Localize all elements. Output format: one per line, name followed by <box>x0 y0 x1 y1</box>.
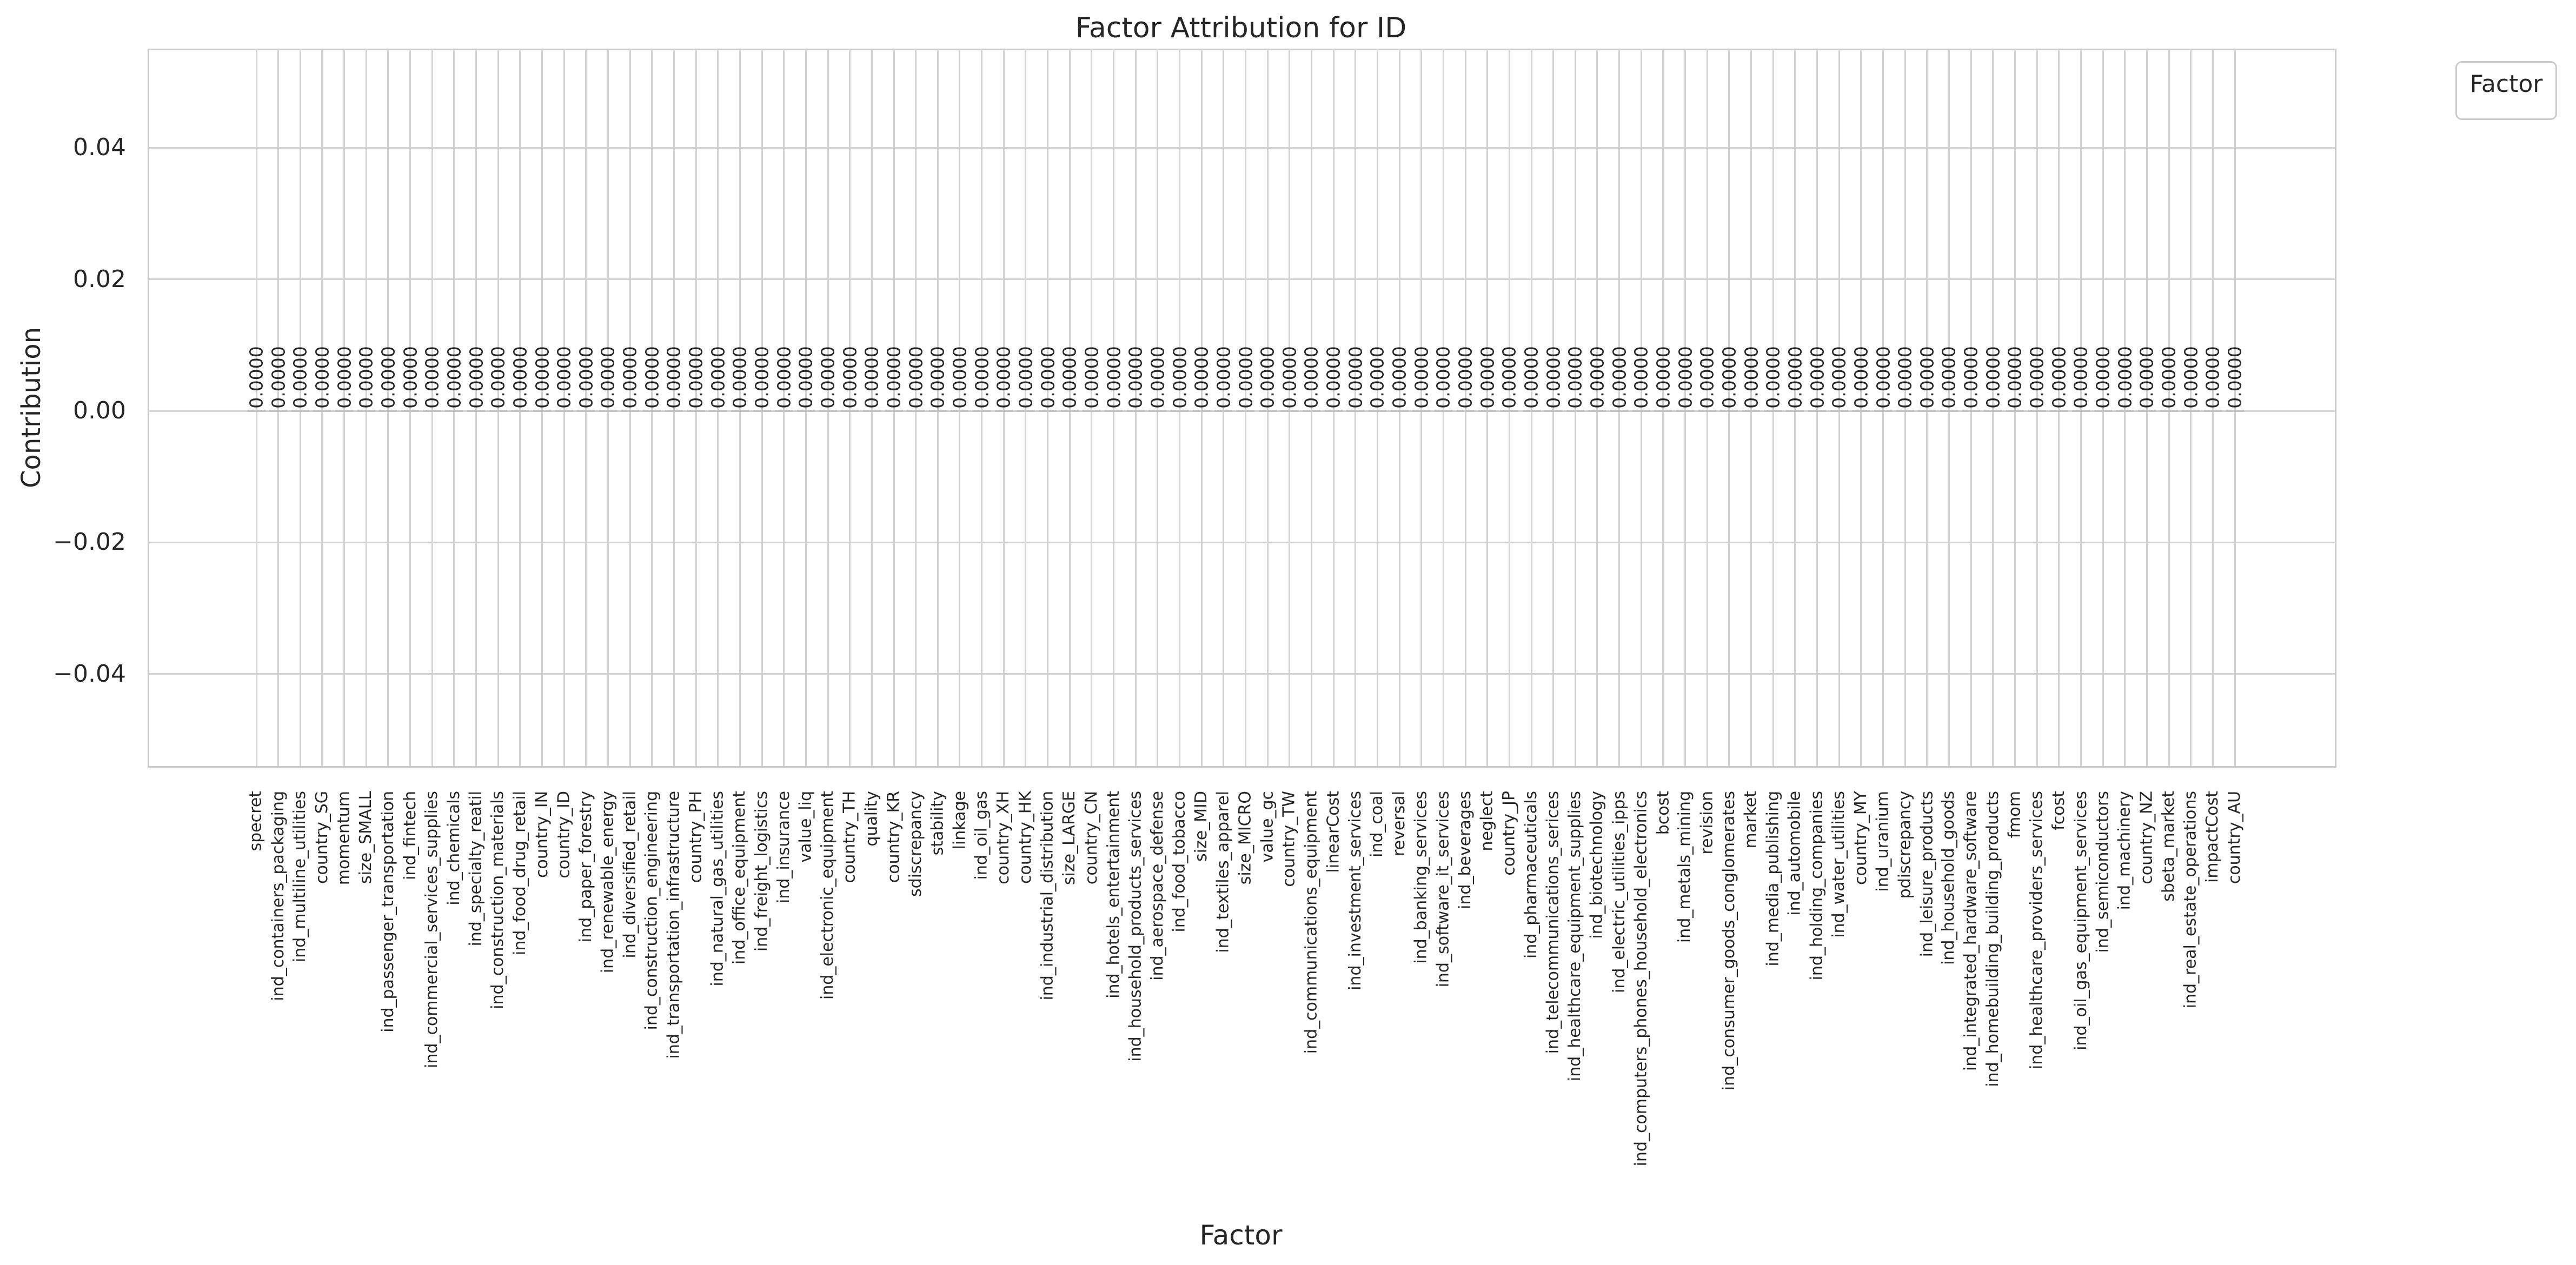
bar <box>2006 410 2024 412</box>
x-tick-label: ind_electric_utilities_ipps <box>1609 791 1629 994</box>
bar <box>1984 410 2002 412</box>
bar <box>2050 410 2068 412</box>
bar-value-label: 0.0000 <box>1037 346 1059 409</box>
x-tick-label: ind_media_publishing <box>1763 791 1783 967</box>
bar-value-label: 0.0000 <box>421 346 443 409</box>
bar-value-label: 0.0000 <box>1477 346 1498 409</box>
x-tick-label: ind_food_drug_retail <box>510 791 529 956</box>
bar-value-label: 0.0000 <box>1147 346 1169 409</box>
bar-value-label: 0.0000 <box>861 346 882 409</box>
bar-value-label: 0.0000 <box>2114 346 2136 409</box>
x-tick-label: ind_computers_phones_household_electronics <box>1631 791 1651 1167</box>
bar-value-label: 0.0000 <box>245 346 267 409</box>
y-tick-label: 0.02 <box>73 265 126 293</box>
bar <box>1171 410 1189 412</box>
bar <box>467 410 485 412</box>
bar-value-label: 0.0000 <box>1235 346 1256 409</box>
bar <box>2094 410 2112 412</box>
x-tick-label: ind_communications_equipment <box>1302 791 1321 1054</box>
bar <box>951 410 968 412</box>
x-tick-label: ind_fintech <box>400 791 420 881</box>
bar-value-label: 0.0000 <box>443 346 465 409</box>
bar-value-label: 0.0000 <box>400 346 421 409</box>
bar-value-label: 0.0000 <box>2048 346 2070 409</box>
x-tick-label: stability <box>928 791 947 856</box>
bar-value-label: 0.0000 <box>993 346 1014 409</box>
x-tick-label: ind_software_it_services <box>1433 791 1453 988</box>
bar <box>2160 410 2178 412</box>
bar-value-label: 0.0000 <box>949 346 971 409</box>
bar-value-label: 0.0000 <box>1696 346 1718 409</box>
bar-value-label: 0.0000 <box>1521 346 1542 409</box>
bar <box>1369 410 1386 412</box>
x-tick-label: country_PH <box>686 791 706 883</box>
chart-title: Factor Attribution for ID <box>1075 12 1407 44</box>
bar <box>797 410 815 412</box>
bar <box>577 410 595 412</box>
bar <box>1632 410 1650 412</box>
bar <box>2072 410 2090 412</box>
x-tick-label: ind_chemicals <box>444 791 463 906</box>
bar-value-label: 0.0000 <box>2026 346 2048 409</box>
bar <box>687 410 705 412</box>
bar-value-label: 0.0000 <box>268 346 289 409</box>
bar <box>2226 410 2244 412</box>
bar <box>775 410 793 412</box>
bar <box>1017 410 1034 412</box>
x-tick-label: ind_healthcare_equipment_supplies <box>1565 791 1585 1082</box>
x-tick-label: reversal <box>1390 791 1409 857</box>
bar <box>599 410 617 412</box>
bar-value-label: 0.0000 <box>1103 346 1125 409</box>
bar <box>819 410 837 412</box>
bar-value-label: 0.0000 <box>355 346 377 409</box>
bar <box>335 410 353 412</box>
bar-value-label: 0.0000 <box>1873 346 1894 409</box>
x-tick-label: ind_hotels_entertainment <box>1104 791 1123 998</box>
bar <box>1193 410 1211 412</box>
x-tick-label: country_NZ <box>2137 791 2156 884</box>
x-tick-label: ind_automobile <box>1785 791 1804 916</box>
bar-value-label: 0.0000 <box>2158 346 2180 409</box>
bar <box>445 410 463 412</box>
bar <box>489 410 507 412</box>
x-tick-label: momentum <box>334 791 354 886</box>
bar <box>1764 410 1782 412</box>
bar <box>1808 410 1826 412</box>
x-tick-label: ind_household_goods <box>1939 791 1958 966</box>
bar-value-label: 0.0000 <box>2070 346 2092 409</box>
bar <box>1698 410 1716 412</box>
bar-value-label: 0.0000 <box>2202 346 2223 409</box>
bar <box>1237 410 1254 412</box>
bar-value-label: 0.0000 <box>532 346 553 409</box>
bar <box>313 410 331 412</box>
bar-value-label: 0.0000 <box>795 346 816 409</box>
bar-value-label: 0.0000 <box>1586 346 1608 409</box>
bar <box>248 410 265 412</box>
bar-value-label: 0.0000 <box>1213 346 1234 409</box>
bar <box>863 410 881 412</box>
bar-value-label: 0.0000 <box>1345 346 1366 409</box>
x-tick-label: market <box>1741 791 1761 849</box>
bar <box>1391 410 1409 412</box>
bar <box>753 410 771 412</box>
bar <box>1259 410 1277 412</box>
bar <box>1523 410 1541 412</box>
x-tick-label: ind_oil_gas <box>972 791 991 880</box>
bar-value-label: 0.0000 <box>1762 346 1784 409</box>
bar-value-label: 0.0000 <box>1718 346 1740 409</box>
x-tick-label: ind_transportation_infrastructure <box>664 791 683 1059</box>
bar-value-label: 0.0000 <box>1366 346 1388 409</box>
x-tick-label: linkage <box>950 791 969 850</box>
bar <box>907 410 925 412</box>
x-tick-label: ind_water_utilities <box>1829 791 1849 938</box>
legend-title: Factor <box>2469 70 2543 98</box>
bar <box>511 410 529 412</box>
bar <box>1061 410 1079 412</box>
bar <box>2182 410 2200 412</box>
bar <box>1566 410 1584 412</box>
bar <box>1501 410 1518 412</box>
bar-value-label: 0.0000 <box>1191 346 1212 409</box>
x-tick-label: ind_investment_services <box>1345 791 1365 990</box>
x-tick-label: ind_specialty_reatil <box>466 791 486 947</box>
x-tick-label: ind_integrated_hardware_software <box>1961 791 1981 1071</box>
bar <box>269 410 287 412</box>
x-tick-label: ind_leisure_products <box>1917 791 1936 957</box>
bar-value-label: 0.0000 <box>1850 346 1872 409</box>
bar <box>1412 410 1430 412</box>
y-tick-label: 0.04 <box>73 134 126 162</box>
bar-value-label: 0.0000 <box>377 346 399 409</box>
bar-value-label: 0.0000 <box>1015 346 1037 409</box>
x-tick-label: ind_construction_materials <box>488 791 508 1009</box>
x-tick-label: ind_healthcare_providers_services <box>2027 791 2047 1070</box>
bar-value-label: 0.0000 <box>1059 346 1080 409</box>
x-tick-label: ind_consumer_goods_conglomerates <box>1719 791 1738 1091</box>
x-tick-label: ind_freight_logistics <box>752 791 772 952</box>
bar-value-label: 0.0000 <box>289 346 311 409</box>
x-tick-label: size_SMALL <box>356 791 376 884</box>
bar-value-label: 0.0000 <box>685 346 707 409</box>
bar <box>2138 410 2156 412</box>
bar <box>1918 410 1936 412</box>
y-tick-label: −0.04 <box>53 660 126 688</box>
y-tick-label: 0.00 <box>73 397 126 424</box>
bar <box>929 410 947 412</box>
x-tick-label: ind_electronic_equipment <box>818 791 838 1000</box>
x-tick-label: neglect <box>1477 791 1497 851</box>
bar-value-label: 0.0000 <box>466 346 487 409</box>
x-tick-label: ind_construction_engineering <box>642 791 661 1030</box>
bar-value-label: 0.0000 <box>1389 346 1410 409</box>
bar-value-label: 0.0000 <box>1081 346 1103 409</box>
x-tick-label: ind_coal <box>1367 791 1387 857</box>
x-tick-label: ind_metals_mining <box>1675 791 1695 943</box>
bar <box>1083 410 1100 412</box>
bar <box>1610 410 1628 412</box>
bar <box>1346 410 1364 412</box>
bar-value-label: 0.0000 <box>2224 346 2246 409</box>
bar-value-label: 0.0000 <box>1125 346 1146 409</box>
bar <box>731 410 749 412</box>
x-tick-label: ind_banking_services <box>1411 791 1431 964</box>
bar-value-label: 0.0000 <box>927 346 948 409</box>
x-tick-label: impactCost <box>2203 791 2222 883</box>
bar-value-label: 0.0000 <box>575 346 597 409</box>
bar <box>709 410 727 412</box>
bar-value-label: 0.0000 <box>553 346 575 409</box>
bar <box>423 410 441 412</box>
bar <box>1435 410 1452 412</box>
bar-value-label: 0.0000 <box>1741 346 1762 409</box>
bar <box>1962 410 1980 412</box>
bar-value-label: 0.0000 <box>1807 346 1828 409</box>
bar <box>995 410 1013 412</box>
bar <box>1830 410 1848 412</box>
x-tick-label: country_AU <box>2225 791 2244 884</box>
bar <box>1940 410 1958 412</box>
x-tick-label: size_MICRO <box>1236 791 1255 885</box>
bar <box>1303 410 1320 412</box>
bar-value-label: 0.0000 <box>2180 346 2202 409</box>
bar <box>1742 410 1760 412</box>
x-tick-label: bcost <box>1653 791 1672 835</box>
bar <box>291 410 309 412</box>
bar <box>1654 410 1672 412</box>
bar-value-label: 0.0000 <box>839 346 861 409</box>
x-tick-label: ind_aerospace_defense <box>1147 791 1167 981</box>
bar <box>665 410 683 412</box>
x-tick-label: country_MY <box>1851 791 1870 885</box>
x-tick-label: ind_holding_companies <box>1807 791 1827 981</box>
bar-value-label: 0.0000 <box>641 346 663 409</box>
bar <box>1544 410 1562 412</box>
bar <box>1852 410 1870 412</box>
bar <box>1280 410 1298 412</box>
bar-value-label: 0.0000 <box>905 346 927 409</box>
x-tick-label: ind_renewable_energy <box>598 791 618 974</box>
x-tick-label: ind_pharmaceuticals <box>1522 791 1541 959</box>
x-tick-label: fcost <box>2049 791 2068 830</box>
bar-value-label: 0.0000 <box>509 346 531 409</box>
bar-value-label: 0.0000 <box>773 346 795 409</box>
bar <box>1457 410 1475 412</box>
bar-value-label: 0.0000 <box>1323 346 1344 409</box>
x-tick-label: value_gc <box>1258 791 1277 863</box>
bar-value-label: 0.0000 <box>311 346 333 409</box>
x-tick-label: country_IN <box>532 791 552 878</box>
x-tick-label: value_liq <box>796 791 815 863</box>
bar-value-label: 0.0000 <box>1169 346 1191 409</box>
x-tick-label: linearCost <box>1324 791 1343 873</box>
x-tick-label: sbeta_market <box>2159 791 2179 902</box>
x-tick-label: sdiscrepancy <box>906 791 925 897</box>
bar-value-label: 0.0000 <box>1455 346 1476 409</box>
bar-value-label: 0.0000 <box>1982 346 2004 409</box>
x-tick-label: ind_industrial_distribution <box>1038 791 1057 1001</box>
bar <box>885 410 903 412</box>
x-tick-label: ind_office_equipment <box>730 791 749 965</box>
bar-value-label: 0.0000 <box>1916 346 1938 409</box>
bar-value-label: 0.0000 <box>1257 346 1278 409</box>
bar <box>379 410 397 412</box>
bar-value-label: 0.0000 <box>1630 346 1652 409</box>
x-axis-title: Factor <box>1199 1220 1283 1251</box>
x-tick-label: ind_passenger_transportation <box>378 791 397 1033</box>
bar-value-label: 0.0000 <box>2004 346 2026 409</box>
bar <box>841 410 859 412</box>
bar-value-label: 0.0000 <box>1652 346 1674 409</box>
bar-value-label: 0.0000 <box>751 346 773 409</box>
bar <box>1127 410 1145 412</box>
bar-value-label: 0.0000 <box>619 346 641 409</box>
bar <box>357 410 375 412</box>
x-tick-label: ind_textiles_apparel <box>1213 791 1233 953</box>
bar-value-label: 0.0000 <box>729 346 751 409</box>
bar-value-label: 0.0000 <box>597 346 619 409</box>
bar-value-label: 0.0000 <box>1279 346 1300 409</box>
x-tick-label: ind_food_tobacco <box>1170 791 1189 933</box>
x-tick-label: ind_beverages <box>1456 791 1475 909</box>
bar <box>1105 410 1123 412</box>
x-tick-label: country_CN <box>1081 791 1101 885</box>
bar-value-label: 0.0000 <box>1432 346 1454 409</box>
bar <box>2116 410 2134 412</box>
bar-value-label: 0.0000 <box>1300 346 1322 409</box>
bar-value-label: 0.0000 <box>334 346 355 409</box>
bar-value-label: 0.0000 <box>663 346 685 409</box>
bar-value-label: 0.0000 <box>1564 346 1586 409</box>
bar <box>401 410 419 412</box>
x-tick-label: size_LARGE <box>1060 791 1079 886</box>
x-tick-label: ind_diversified_retail <box>620 791 640 958</box>
bar <box>2204 410 2222 412</box>
bar-value-label: 0.0000 <box>1938 346 1960 409</box>
bar <box>1214 410 1232 412</box>
x-tick-label: country_JP <box>1499 791 1519 876</box>
x-tick-label: ind_homebuilding_building_products <box>1983 791 2002 1087</box>
bar-value-label: 0.0000 <box>1543 346 1564 409</box>
bar-value-label: 0.0000 <box>1411 346 1432 409</box>
x-tick-label: ind_multiline_utilities <box>290 791 310 963</box>
bar <box>1896 410 1914 412</box>
x-tick-label: country_XH <box>994 791 1013 884</box>
bar <box>2028 410 2046 412</box>
bar-value-label: 0.0000 <box>1609 346 1630 409</box>
x-tick-label: ind_containers_packaging <box>268 791 288 1001</box>
x-tick-label: ind_uranium <box>1873 791 1893 892</box>
x-tick-label: country_ID <box>554 791 574 878</box>
bar-value-label: 0.0000 <box>1675 346 1696 409</box>
x-tick-label: country_KR <box>884 791 904 883</box>
x-tick-label: ind_real_estate_operations <box>2181 791 2200 1009</box>
bar-value-label: 0.0000 <box>971 346 993 409</box>
bar <box>1325 410 1343 412</box>
x-tick-label: size_MID <box>1192 791 1211 862</box>
bar-value-label: 0.0000 <box>1498 346 1520 409</box>
x-tick-label: ind_insurance <box>774 791 793 904</box>
bar-value-label: 0.0000 <box>707 346 729 409</box>
bar-value-label: 0.0000 <box>1784 346 1806 409</box>
x-tick-label: ind_commercial_services_supplies <box>422 791 442 1068</box>
bar <box>1478 410 1496 412</box>
x-tick-label: fmom <box>2005 791 2024 838</box>
x-tick-label: ind_machinery <box>2115 791 2134 910</box>
bar <box>555 410 573 412</box>
bar <box>1786 410 1804 412</box>
x-tick-label: ind_semiconductors <box>2093 791 2113 953</box>
x-tick-label: ind_telecommunications_serices <box>1543 791 1563 1054</box>
x-tick-label: ind_biotechnology <box>1588 791 1606 939</box>
bar <box>1874 410 1892 412</box>
bar-value-label: 0.0000 <box>1828 346 1850 409</box>
x-tick-label: quality <box>862 791 881 847</box>
x-tick-label: country_SG <box>312 791 331 884</box>
x-tick-label: specret <box>247 791 265 851</box>
bar-value-label: 0.0000 <box>817 346 839 409</box>
x-tick-label: revision <box>1697 791 1717 855</box>
bar-value-label: 0.0000 <box>883 346 905 409</box>
x-tick-label: ind_natural_gas_utilities <box>708 791 727 987</box>
bar <box>1148 410 1166 412</box>
bar <box>1720 410 1738 412</box>
bar <box>1039 410 1057 412</box>
x-tick-label: ind_household_products_services <box>1126 791 1145 1062</box>
x-tick-label: country_HK <box>1015 791 1035 884</box>
legend <box>2455 61 2557 120</box>
bar <box>1588 410 1606 412</box>
bar-value-label: 0.0000 <box>2136 346 2157 409</box>
bar <box>533 410 551 412</box>
bar <box>621 410 639 412</box>
y-axis-title: Contribution <box>16 327 47 489</box>
x-tick-label: country_TW <box>1279 791 1299 887</box>
x-tick-label: pdiscrepancy <box>1895 791 1915 899</box>
bar-value-label: 0.0000 <box>1894 346 1916 409</box>
bar <box>1676 410 1694 412</box>
bar-value-label: 0.0000 <box>1960 346 1982 409</box>
bar-value-label: 0.0000 <box>2092 346 2114 409</box>
bar <box>973 410 991 412</box>
bar-value-label: 0.0000 <box>487 346 509 409</box>
x-tick-label: country_TH <box>840 791 859 883</box>
bar <box>643 410 661 412</box>
x-tick-label: ind_paper_forestry <box>576 791 595 943</box>
y-tick-label: −0.02 <box>53 528 126 556</box>
x-tick-label: ind_oil_gas_equipment_services <box>2071 791 2090 1050</box>
